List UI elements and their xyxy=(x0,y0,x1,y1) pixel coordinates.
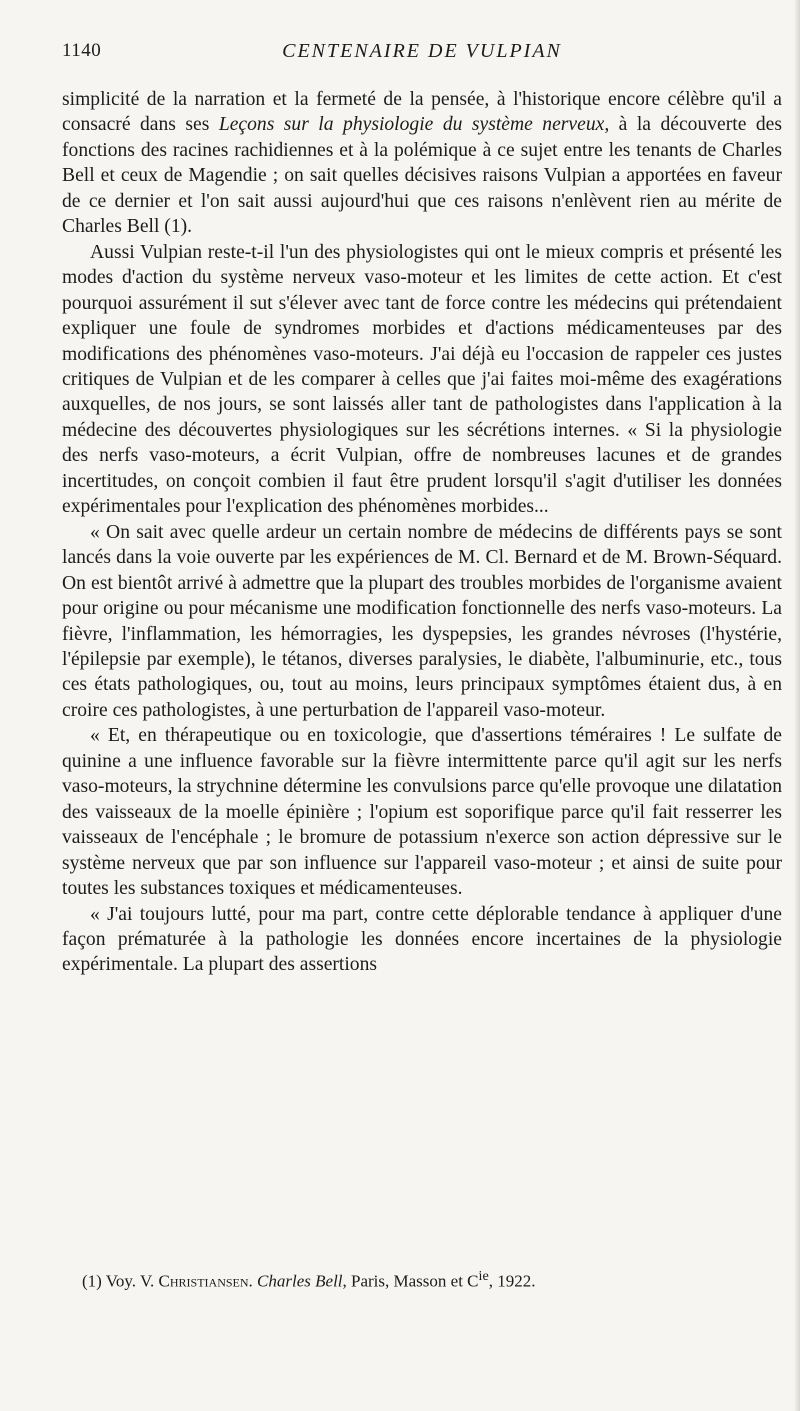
running-title: CENTENAIRE DE VULPIAN xyxy=(282,40,562,62)
page-number: 1140 xyxy=(62,40,102,61)
paragraph xyxy=(62,87,782,240)
page-header xyxy=(62,40,782,74)
page-edge-shadow xyxy=(794,0,800,1411)
text-run: simplicité de la narration et la fermeté de la pensée, à l'historique encore célèbre qu'il a consacré dans ses xyxy=(62,89,782,136)
footnote-year: , 1922. xyxy=(488,1271,536,1291)
footnote-author: Christiansen xyxy=(158,1271,249,1291)
footnote xyxy=(82,1265,782,1293)
footnote-title: Charles Bell xyxy=(257,1271,343,1291)
footnote-marker: (1) Voy. V. xyxy=(82,1271,159,1291)
book-title: Leçons sur la physiologie du système nerveux xyxy=(218,114,605,136)
footnote-publisher: , Paris, Masson et C xyxy=(342,1271,479,1291)
footnote-superscript: ie xyxy=(478,1268,489,1284)
paragraph: Aussi Vulpian reste-t-il l'un des physiologistes qui ont le mieux compris et présenté les modes d'action du système nerveux vaso-moteur et les limites de cette action. Et c'est pourquoi assurément il sut s'élever avec tant de force contre les médecins qui prétendaient expliquer une foule de syndromes morbides et d'actions médicamenteuses par des modifications des phénomènes vaso-moteurs. J'ai déjà eu l'occasion de rappeler ces justes critiques de Vulpian et de les comparer à celles que j'ai faites moi-même des exagérations auxquelles, de nos jours, se sont laissés aller tant de pathologistes dans l'application à la médecine des découvertes physiologiques sur les sécrétions internes. « Si la physiologie des nerfs vaso-moteurs, a écrit Vulpian, offre de nombreuses lacunes et de grandes incertitudes, on conçoit combien il faut être prudent lorsqu'il s'agit d'utiliser les données expérimentales pour l'explication des phénomènes morbides... xyxy=(62,241,782,518)
paragraph: « Et, en thérapeutique ou en toxicologie, que d'assertions téméraires ! Le sulfate de quinine a une influence favorable sur la fièvre intermittente parce qu'il agit sur les nerfs vaso-moteurs, la strychnine détermine les convulsions parce qu'elle provoque une dilatation des vaisseaux de la moelle épinière ; l'opium est soporifique parce qu'il fait resserrer les vaisseaux de l'encéphale ; le bromure de potassium n'exerce son action dépressive sur le système nerveux que par son influence sur l'appareil vaso-moteur ; et ainsi de suite pour toutes les substances toxiques et médicamenteuses. xyxy=(62,725,782,900)
paragraph: « J'ai toujours lutté, pour ma part, contre cette déplorable tendance à appliquer d'une façon prématurée à la pathologie les données encore incertaines de la physiologie expérimentale. La plupart des assertions xyxy=(62,903,782,976)
paragraph: « On sait avec quelle ardeur un certain nombre de médecins de différents pays se sont lancés dans la voie ouverte par les expériences de M. Cl. Bernard et de M. Brown-Séquard. On est bientôt arrivé à admettre que la plupart des troubles morbides de l'organisme avaient pour origine ou pour mécanisme une modification fonctionnelle des nerfs vaso-moteurs. La fièvre, l'inflammation, les hémorragies, les dyspepsies, les grandes névroses (l'hystérie, l'épilepsie par exemple), le tétanos, diverses paralysies, le diabète, l'albuminurie, etc., tous ces états pathologiques, ou, tout au moins, leurs principaux symptômes étaient dus, à en croire ces pathologistes, à une perturbation de l'appareil vaso-moteur. xyxy=(62,521,782,721)
document-page xyxy=(62,40,782,978)
footnote-separator: . xyxy=(248,1271,258,1291)
text-run: , à la découverte des fonctions des racines rachidiennes et à la polémique à ce sujet entre les tenants de Charles Bell et ceux de Magendie ; on sait quelles décisives raisons Vulpian a apportées en faveur de ce dernier et l'on sait aussi aujourd'hui que ces raisons n'enlèvent rien au mérite de Charles Bell (1). xyxy=(62,114,782,238)
body-text xyxy=(62,87,782,978)
